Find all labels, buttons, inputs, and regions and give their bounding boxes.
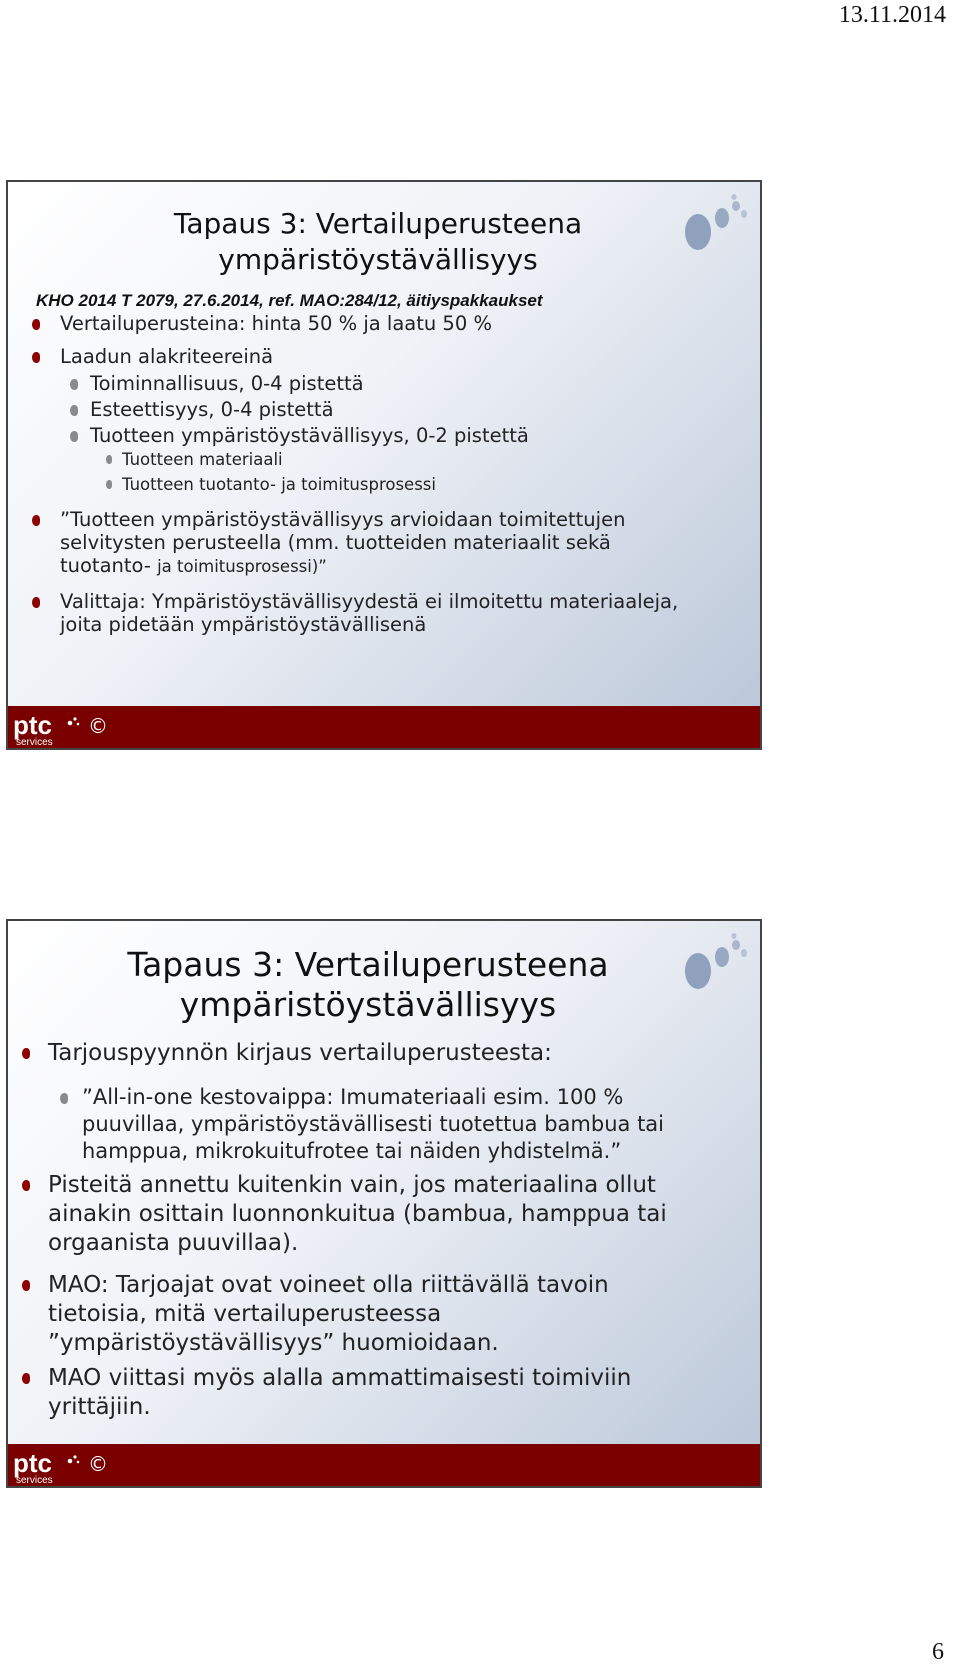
logo-text: ptc bbox=[13, 1448, 52, 1478]
copyright-mark: © bbox=[88, 1452, 108, 1476]
bullet-line: MAO viittasi myös alalla ammattimaisesti toimiviin bbox=[48, 1365, 632, 1391]
bullet-line: MAO: Tarjoajat ovat voineet olla riittävällä tavoin bbox=[48, 1272, 609, 1298]
sub-bullet-item bbox=[60, 1084, 664, 1165]
ptc-logo-icon bbox=[12, 709, 84, 747]
bullet-line: hamppua, mikrokuitufrotee tai näiden yhdistelmä.” bbox=[82, 1139, 622, 1163]
footer-bar bbox=[8, 1444, 760, 1486]
sub-bullet-item bbox=[70, 372, 364, 395]
bullet-line: tietoisia, mitä vertailuperusteessa bbox=[48, 1301, 442, 1327]
bullet-text bbox=[60, 508, 625, 578]
bullet-text: Esteettisyys, 0-4 pistettä bbox=[90, 398, 334, 421]
bullet-text: Vertailuperusteina: hinta 50 % ja laatu 50 % bbox=[60, 312, 492, 335]
bullet-icon bbox=[106, 455, 112, 464]
bullet-text bbox=[48, 1171, 667, 1258]
bullet-line: selvitysten perusteella (mm. tuotteiden materiaalit sekä bbox=[60, 531, 611, 554]
bullet-line: ”Tuotteen ympäristöystävällisyys arvioidaan toimitettujen bbox=[60, 508, 626, 531]
slide-title bbox=[6, 945, 738, 1025]
logo-subtext: services bbox=[16, 737, 53, 747]
bullet-item bbox=[22, 1271, 609, 1358]
bullet-line bbox=[60, 554, 625, 578]
footer-bar bbox=[8, 706, 760, 748]
sub-sub-bullet-item bbox=[106, 475, 436, 495]
bullet-icon bbox=[106, 480, 112, 489]
title-line-2: ympäristöystävällisyys bbox=[218, 243, 538, 276]
bullet-item bbox=[22, 1171, 667, 1258]
bullet-item bbox=[22, 1364, 631, 1422]
bullet-line: orgaanista puuvillaa). bbox=[48, 1230, 299, 1256]
bullet-icon bbox=[32, 515, 40, 526]
sub-bullet-item bbox=[70, 424, 529, 447]
bullet-line: Valittaja: Ympäristöystävällisyydestä ei ilmoitettu materiaaleja, bbox=[60, 590, 679, 613]
bullet-icon bbox=[32, 352, 40, 363]
bullet-icon bbox=[22, 1280, 30, 1291]
bullet-icon bbox=[22, 1180, 30, 1191]
bullet-text: Tuotteen materiaali bbox=[122, 450, 283, 469]
bullet-icon bbox=[70, 379, 78, 390]
logo-dots-icon bbox=[682, 192, 752, 262]
bullet-item bbox=[32, 508, 625, 578]
bullet-item bbox=[32, 345, 273, 368]
bullet-text: Tuotteen ympäristöystävällisyys, 0-2 pistettä bbox=[90, 424, 529, 447]
bullet-line: yrittäjiin. bbox=[48, 1394, 151, 1420]
title-line-1: Tapaus 3: Vertailuperusteena bbox=[173, 207, 583, 240]
bullet-line: ainakin osittain luonnonkuitua (bambua, hamppua tai bbox=[48, 1201, 667, 1227]
title-line-1: Tapaus 3: Vertailuperusteena bbox=[127, 945, 609, 984]
bullet-icon bbox=[32, 319, 40, 330]
bullet-line: ”All-in-one kestovaippa: Imumateriaali esim. 100 % bbox=[82, 1085, 624, 1109]
bullet-fragment: tuotanto- bbox=[60, 554, 158, 577]
bullet-item bbox=[32, 312, 492, 335]
bullet-text: Tarjouspyynnön kirjaus vertailuperusteesta: bbox=[48, 1040, 552, 1066]
bullet-line: puuvillaa, ympäristöystävällisesti tuotettua bambua tai bbox=[82, 1112, 665, 1136]
bullet-text bbox=[60, 590, 678, 636]
copyright-mark: © bbox=[88, 714, 108, 738]
bullet-icon bbox=[32, 597, 40, 608]
bullet-text bbox=[82, 1084, 664, 1165]
bullet-fragment-small: ja toimitusprosessi)” bbox=[157, 557, 327, 576]
page-date: 13.11.2014 bbox=[838, 2, 946, 28]
bullet-text: Tuotteen tuotanto- ja toimitusprosessi bbox=[122, 475, 436, 494]
bullet-line: Pisteitä annettu kuitenkin vain, jos materiaalina ollut bbox=[48, 1172, 656, 1198]
logo-dots-icon bbox=[682, 931, 752, 1001]
sub-bullet-item bbox=[70, 398, 334, 421]
title-line-2: ympäristöystävällisyys bbox=[179, 985, 557, 1024]
logo-text: ptc bbox=[13, 710, 52, 740]
bullet-text bbox=[48, 1271, 609, 1358]
slide-1 bbox=[6, 180, 762, 750]
logo-subtext: services bbox=[16, 1475, 53, 1485]
bullet-text: Toiminnallisuus, 0-4 pistettä bbox=[90, 372, 364, 395]
slide-2 bbox=[6, 919, 762, 1488]
bullet-item bbox=[22, 1039, 552, 1068]
bullet-icon bbox=[22, 1048, 30, 1059]
bullet-icon bbox=[70, 431, 78, 442]
bullet-text: Laadun alakriteereinä bbox=[60, 345, 274, 368]
bullet-icon bbox=[22, 1373, 30, 1384]
bullet-line: ”ympäristöystävällisyys” huomioidaan. bbox=[48, 1330, 499, 1356]
ptc-logo-icon bbox=[12, 1447, 84, 1485]
page-number: 6 bbox=[932, 1639, 944, 1665]
bullet-text bbox=[48, 1364, 631, 1422]
bullet-item bbox=[32, 590, 678, 636]
bullet-line: joita pidetään ympäristöystävällisenä bbox=[60, 613, 427, 636]
sub-sub-bullet-item bbox=[106, 450, 283, 470]
bullet-icon bbox=[70, 405, 78, 416]
bullet-icon bbox=[60, 1093, 68, 1104]
slide-title bbox=[8, 206, 748, 278]
reference-line: KHO 2014 T 2079, 27.6.2014, ref. MAO:284/12, äitiyspakkaukset bbox=[36, 291, 543, 310]
